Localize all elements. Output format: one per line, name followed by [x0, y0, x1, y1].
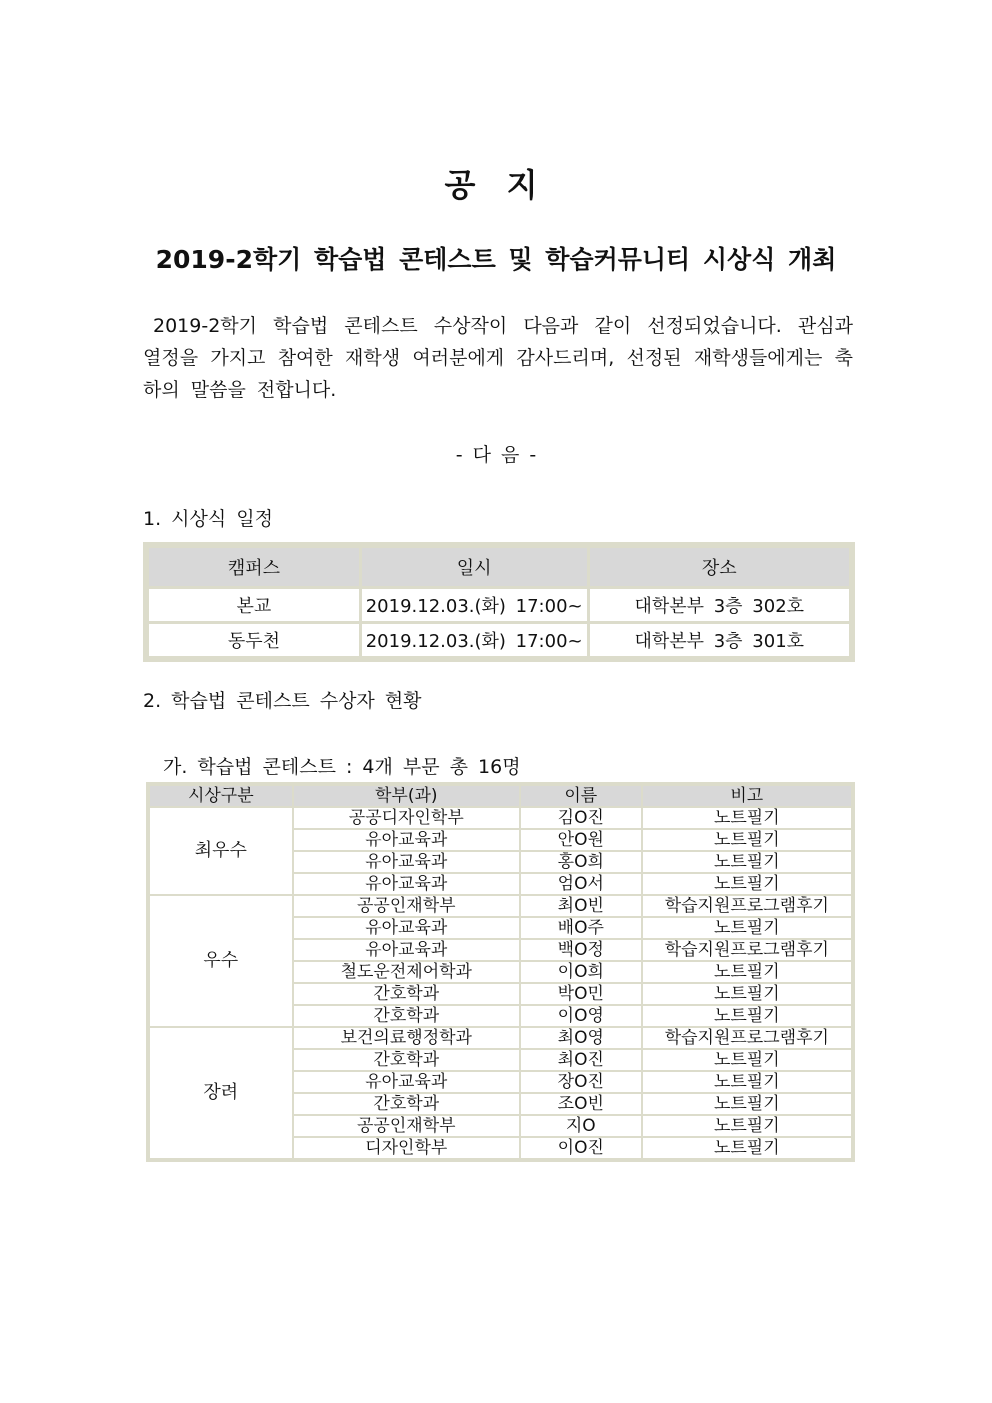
table-cell: 보건의료행정학과: [294, 1028, 519, 1048]
table-cell: 간호학과: [294, 984, 519, 1004]
table-cell: 노트필기: [643, 1116, 851, 1136]
section-heading-schedule: 1. 시상식 일정: [143, 508, 273, 530]
table-cell: 유아교육과: [294, 874, 519, 894]
table-row: [150, 1028, 851, 1048]
column-header: 학부(과): [294, 786, 519, 806]
table-cell: 유아교육과: [294, 918, 519, 938]
column-header: 장소: [590, 548, 849, 586]
table-cell: 공공인재학부: [294, 896, 519, 916]
table-cell: 본교: [149, 589, 359, 621]
separator-heading: - 다 음 -: [455, 444, 537, 466]
table-cell: 간호학과: [294, 1050, 519, 1070]
table-cell: 노트필기: [643, 1072, 851, 1092]
table-cell: 조O빈: [521, 1094, 641, 1114]
intro-line: 2019-2학기 학습법 콘테스트 수상작이 다음과 같이 선정되었습니다. 관심과: [153, 315, 853, 337]
table-cell: 배O주: [521, 918, 641, 938]
table-row: [150, 808, 851, 828]
table-cell: 공공인재학부: [294, 1116, 519, 1136]
table-cell: 최O영: [521, 1028, 641, 1048]
table-cell: 대학본부 3층 302호: [590, 589, 849, 621]
table-cell: 노트필기: [643, 874, 851, 894]
column-header: 이름: [521, 786, 641, 806]
table-cell: 백O정: [521, 940, 641, 960]
table-header-row: [150, 786, 851, 806]
table-cell: 안O원: [521, 830, 641, 850]
table-row: [149, 624, 849, 656]
table-cell: 공공디자인학부: [294, 808, 519, 828]
awards-table: [146, 782, 855, 1162]
subsection-heading: 가. 학습법 콘테스트 : 4개 부문 총 16명: [163, 756, 521, 778]
table-cell: 철도운전제어학과: [294, 962, 519, 982]
table-header-row: [149, 548, 849, 586]
award-category: 우수: [150, 896, 292, 1026]
table-cell: 노트필기: [643, 918, 851, 938]
intro-paragraph: [143, 310, 853, 406]
table-cell: 이O희: [521, 962, 641, 982]
table-row: [149, 589, 849, 621]
table-cell: 유아교육과: [294, 830, 519, 850]
table-cell: 홍O희: [521, 852, 641, 872]
table-cell: 노트필기: [643, 852, 851, 872]
table-cell: 유아교육과: [294, 940, 519, 960]
table-cell: 노트필기: [643, 1050, 851, 1070]
table-cell: 최O빈: [521, 896, 641, 916]
table-cell: 장O진: [521, 1072, 641, 1092]
table-cell: 엄O서: [521, 874, 641, 894]
table-cell: 노트필기: [643, 1094, 851, 1114]
notice-subtitle: 2019-2학기 학습법 콘테스트 및 학습커뮤니티 시상식 개최: [155, 245, 837, 274]
table-cell: 학습지원프로그램후기: [643, 1028, 851, 1048]
table-cell: 노트필기: [643, 984, 851, 1004]
table-cell: 유아교육과: [294, 1072, 519, 1092]
table-cell: 대학본부 3층 301호: [590, 624, 849, 656]
table-cell: 김O진: [521, 808, 641, 828]
column-header: 일시: [362, 548, 587, 586]
schedule-table: [143, 542, 855, 662]
table-cell: 이O진: [521, 1138, 641, 1158]
table-cell: 2019.12.03.(화) 17:00~: [362, 624, 587, 656]
column-header: 비고: [643, 786, 851, 806]
table-cell: 유아교육과: [294, 852, 519, 872]
column-header: 시상구분: [150, 786, 292, 806]
table-cell: 노트필기: [643, 962, 851, 982]
table-cell: 노트필기: [643, 1006, 851, 1026]
table-cell: 동두천: [149, 624, 359, 656]
intro-line: 열정을 가지고 참여한 재학생 여러분에게 감사드리며, 선정된 재학생들에게는 축: [143, 347, 853, 369]
award-category: 장려: [150, 1028, 292, 1158]
table-cell: 학습지원프로그램후기: [643, 940, 851, 960]
table-cell: 노트필기: [643, 1138, 851, 1158]
award-category: 최우수: [150, 808, 292, 894]
table-cell: 노트필기: [643, 830, 851, 850]
table-cell: 노트필기: [643, 808, 851, 828]
table-cell: 간호학과: [294, 1094, 519, 1114]
table-cell: 박O민: [521, 984, 641, 1004]
table-cell: 디자인학부: [294, 1138, 519, 1158]
intro-line: 하의 말씀을 전합니다.: [143, 379, 337, 401]
table-cell: 학습지원프로그램후기: [643, 896, 851, 916]
column-header: 캠퍼스: [149, 548, 359, 586]
table-cell: 최O진: [521, 1050, 641, 1070]
table-cell: 이O영: [521, 1006, 641, 1026]
table-cell: 2019.12.03.(화) 17:00~: [362, 589, 587, 621]
section-heading-awards: 2. 학습법 콘테스트 수상자 현황: [143, 690, 422, 712]
table-cell: 지O: [521, 1116, 641, 1136]
table-row: [150, 896, 851, 916]
page-title: 공 지: [444, 166, 548, 204]
table-cell: 간호학과: [294, 1006, 519, 1026]
